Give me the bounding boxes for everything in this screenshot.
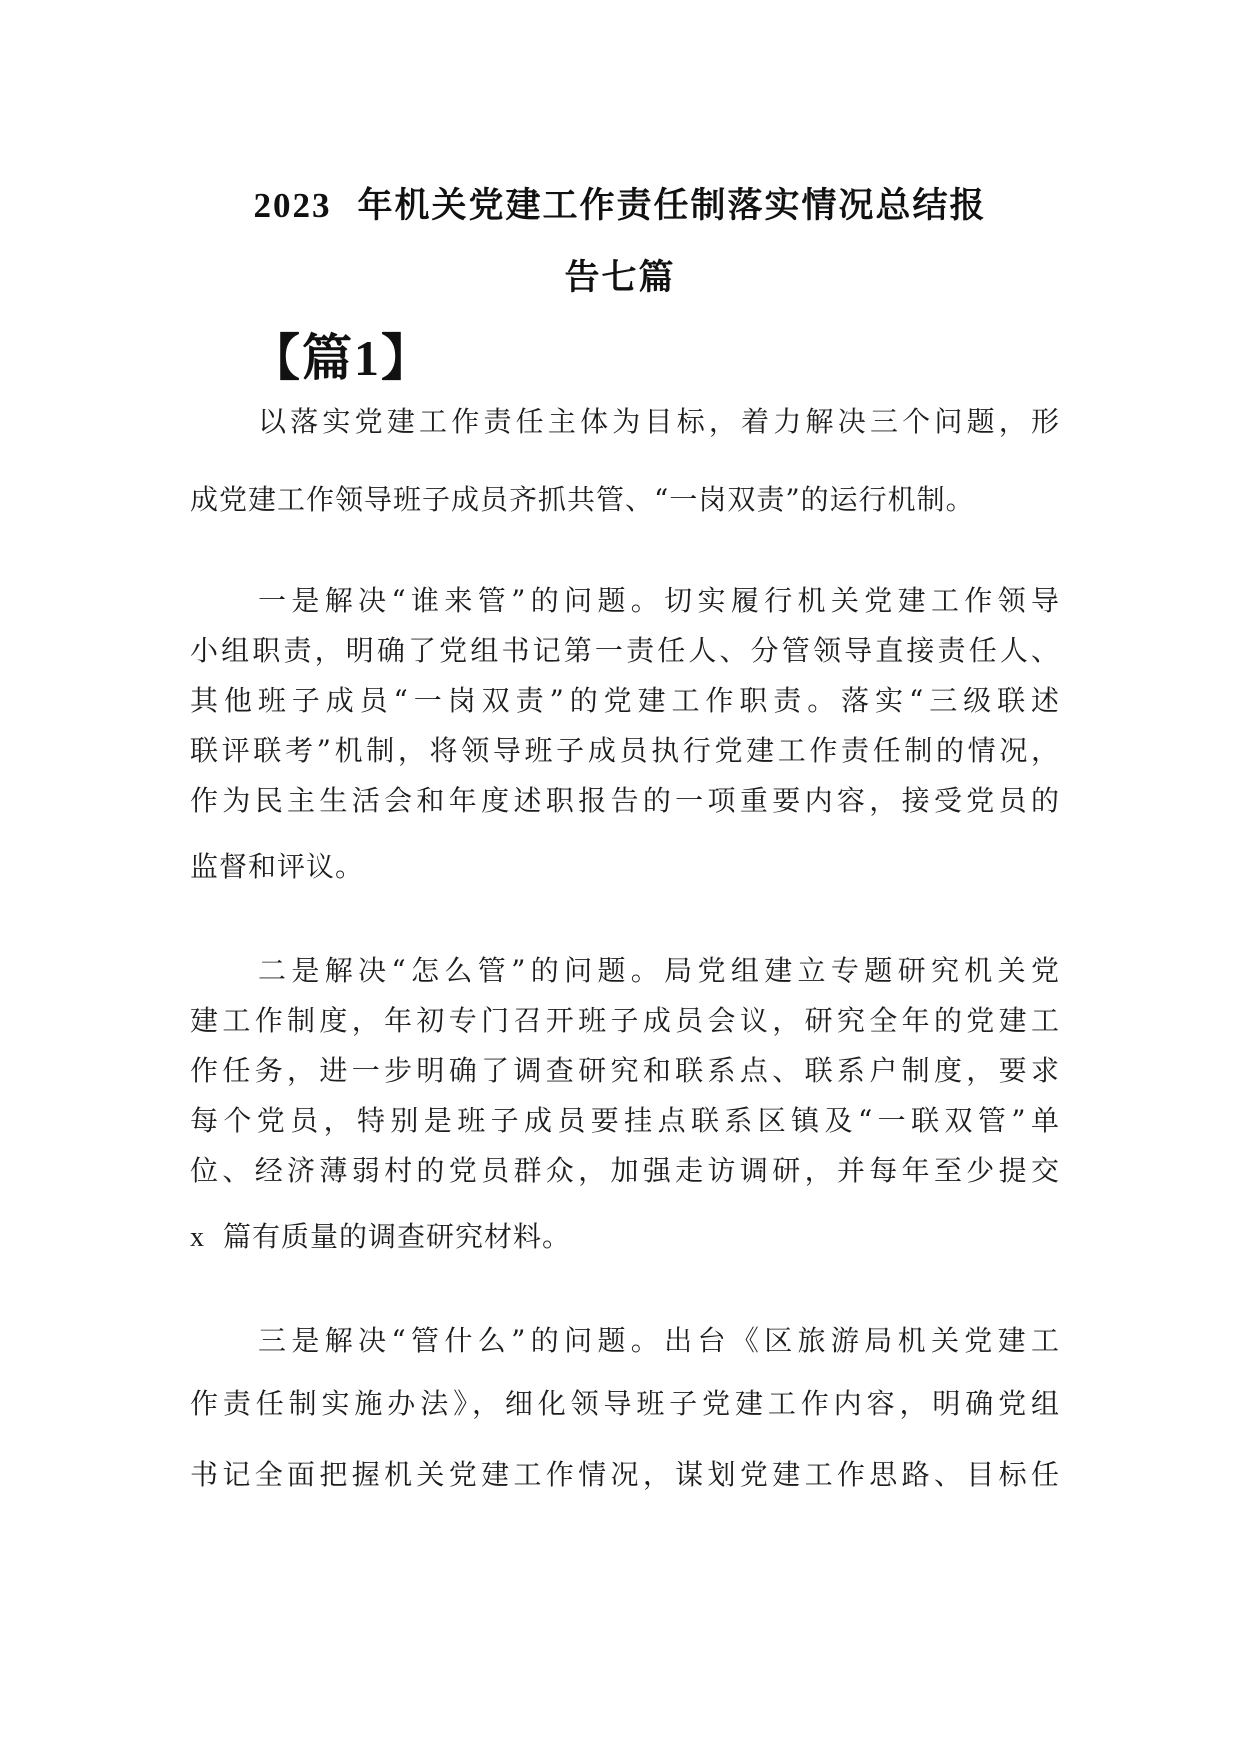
section-heading [250, 318, 433, 390]
section3-line: 三是解决“管什么”的问题。出台《区旅游局机关党建工 [258, 1324, 1060, 1357]
intro-line: 成党建工作领导班子成员齐抓共管、“一岗双责”的运行机制。 [190, 483, 975, 516]
section1-line: 作为民主生活会和年度述职报告的一项重要内容，接受党员的 [190, 784, 1060, 817]
intro-line: 以落实党建工作责任主体为目标，着力解决三个问题，形 [258, 405, 1060, 438]
heading-close: 】 [381, 328, 433, 387]
section1-line: 监督和评议。 [190, 850, 365, 883]
section3-line: 书记全面把握机关党建工作情况，谋划党建工作思路、目标任 [190, 1458, 1060, 1491]
document-title-line-2: 告七篇 [564, 257, 676, 298]
section2-line: 作任务，进一步明确了调查研究和联系点、联系户制度，要求 [190, 1054, 1060, 1087]
section2-last-text: 篇有质量的调查研究材料。 [223, 1220, 572, 1253]
section3-line: 作责任制实施办法》，细化领导班子党建工作内容，明确党组 [190, 1387, 1060, 1420]
section1-line: 其他班子成员“一岗双责”的党建工作职责。落实“三级联述 [190, 684, 1060, 717]
section1-line: 联评联考”机制，将领导班子成员执行党建工作责任制的情况， [190, 734, 1060, 767]
section2-line: 位、经济薄弱村的党员群众，加强走访调研，并每年至少提交 [190, 1154, 1060, 1187]
section2-line: 二是解决“怎么管”的问题。局党组建立专题研究机关党 [258, 954, 1060, 987]
section2-line: 每个党员，特别是班子成员要挂点联系区镇及“一联双管”单 [190, 1104, 1060, 1137]
section2-line: 建工作制度，年初专门召开班子成员会议，研究全年的党建工 [190, 1004, 1060, 1037]
section1-line: 小组职责，明确了党组书记第一责任人、分管领导直接责任人、 [190, 634, 1060, 667]
placeholder-x: x [190, 1222, 205, 1253]
document-title-line-1 [180, 178, 1060, 228]
heading-open: 【篇 [250, 328, 354, 387]
title-year: 2023 [253, 186, 332, 225]
section2-last-line [190, 1217, 1060, 1258]
section1-line: 一是解决“谁来管”的问题。切实履行机关党建工作领导 [258, 584, 1060, 617]
heading-number: 1 [354, 330, 381, 386]
title-line-1-text: 年机关党建工作责任制落实情况总结报 [357, 185, 987, 226]
